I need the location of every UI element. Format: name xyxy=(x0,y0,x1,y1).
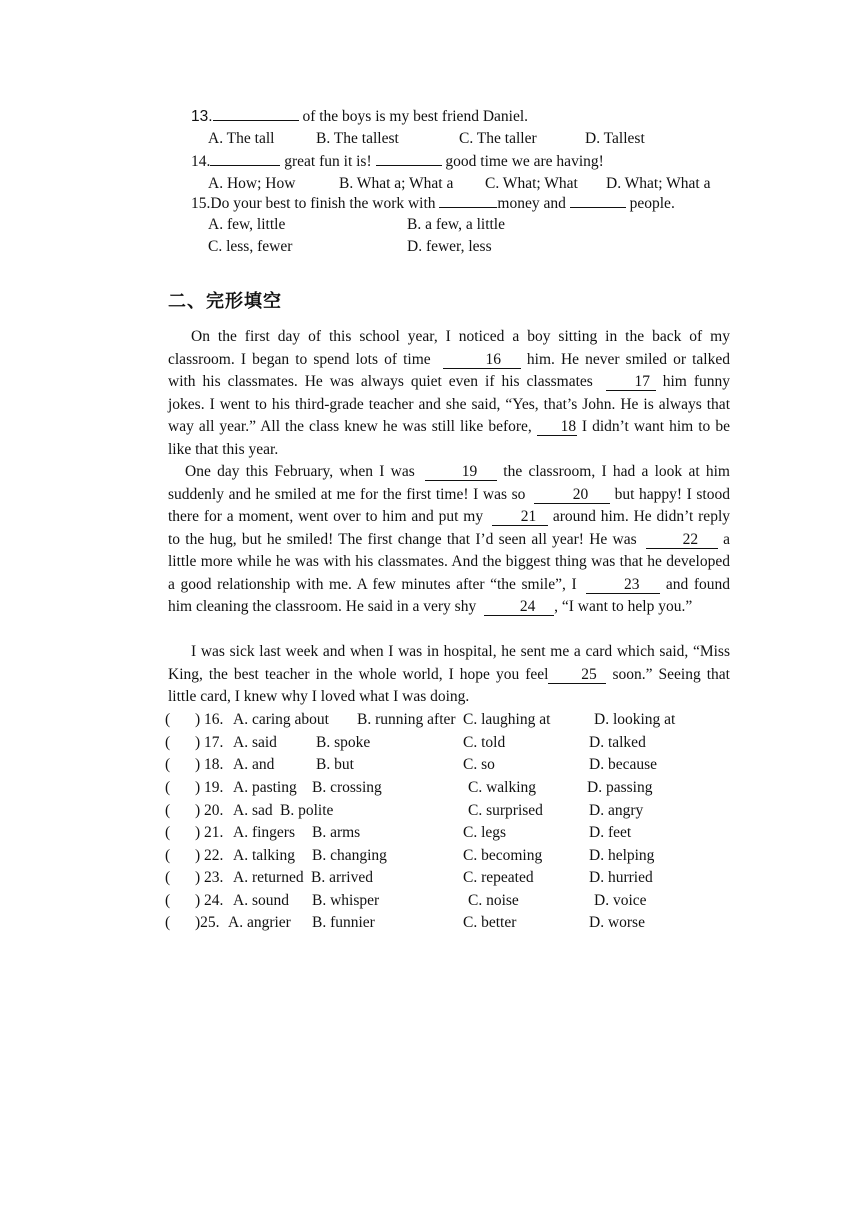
option-d: D. worse xyxy=(589,914,645,931)
option-d: D. voice xyxy=(594,892,647,909)
option-c: C. surprised xyxy=(468,802,543,819)
option-b: B. funnier xyxy=(312,914,375,931)
question-stem: good time we are having! xyxy=(441,153,604,170)
cloze-question-16 xyxy=(165,709,676,731)
blank-17: 17 xyxy=(606,373,656,391)
answer-blank xyxy=(210,165,280,166)
option-a: A. and xyxy=(233,756,275,773)
option-b: B. whisper xyxy=(312,892,380,909)
option-c: C. told xyxy=(463,734,506,751)
passage-text: I was sick last week and when I was in hospital, he sent me a card which said, “Miss King, the best teacher in the whole world, I hope you feel xyxy=(168,643,730,683)
blank-24: 24 xyxy=(484,598,554,616)
question-label: ) 22. xyxy=(195,847,224,864)
option-c: C. so xyxy=(463,756,495,773)
cloze-question-17 xyxy=(165,732,646,754)
question-stem: 15.Do your best to finish the work with xyxy=(191,195,440,212)
option-c: C. better xyxy=(463,914,517,931)
question-label: ) 18. xyxy=(195,756,224,773)
question-stem: money and xyxy=(497,195,570,212)
question-15 xyxy=(191,194,675,214)
cloze-question-25 xyxy=(165,912,645,934)
cloze-question-21 xyxy=(165,822,632,844)
cloze-question-19 xyxy=(165,777,653,799)
option-a: A. angrier xyxy=(228,914,291,931)
option-d: D. because xyxy=(589,756,657,773)
answer-paren[interactable]: ( xyxy=(165,734,171,751)
option-a: A. sad xyxy=(233,802,273,819)
answer-paren[interactable]: ( xyxy=(165,847,171,864)
option-a: A. fingers xyxy=(233,824,295,841)
question-stem: of the boys is my best friend Daniel. xyxy=(298,108,529,125)
blank-18: 18 xyxy=(537,418,577,436)
passage-text: On the first day of this school year, I noticed a boy sitting in the back of my classroom. I began to spend lots of time xyxy=(168,328,730,368)
question-label: ) 19. xyxy=(195,779,224,796)
answer-paren[interactable]: ( xyxy=(165,914,171,931)
answer-blank xyxy=(376,165,442,166)
question-label: ) 17. xyxy=(195,734,224,751)
option-b: B. What a; What a xyxy=(339,175,454,192)
option-d: D. What; What a xyxy=(606,175,711,192)
question-label: ) 23. xyxy=(195,869,224,886)
option-b: B. changing xyxy=(312,847,387,864)
option-b: B. arms xyxy=(312,824,361,841)
option-c: C. walking xyxy=(468,779,537,796)
answer-paren[interactable]: ( xyxy=(165,802,171,819)
passage-text: the classroom, I had a look at him suddenly and he smiled at me for the first time! I was so xyxy=(168,463,730,503)
cloze-question-20 xyxy=(165,800,644,822)
blank-20: 20 xyxy=(534,486,610,504)
option-d: D. helping xyxy=(589,847,655,864)
answer-blank xyxy=(213,120,299,121)
option-a: A. few, little xyxy=(208,216,286,233)
option-d: D. angry xyxy=(589,802,644,819)
section-heading: 二、完形填空 xyxy=(168,291,282,312)
answer-paren[interactable]: ( xyxy=(165,892,171,909)
question-label: ) 21. xyxy=(195,824,224,841)
question-stem: great fun it is! xyxy=(280,153,376,170)
option-c: C. What; What xyxy=(485,175,578,192)
answer-paren[interactable]: ( xyxy=(165,779,171,796)
question-label: ) 24. xyxy=(195,892,224,909)
option-b: B. crossing xyxy=(312,779,382,796)
option-d: D. Tallest xyxy=(585,130,645,147)
option-c: C. noise xyxy=(468,892,519,909)
option-a: A. The tall xyxy=(208,130,275,147)
option-c: C. The taller xyxy=(459,130,537,147)
passage-paragraph-2 xyxy=(168,461,730,619)
question-label: ) 16. xyxy=(195,711,224,728)
answer-paren[interactable]: ( xyxy=(165,824,171,841)
question-stem: people. xyxy=(625,195,675,212)
answer-blank xyxy=(570,207,626,208)
passage-text: but happy! I stood there for a moment, went over to him and put my xyxy=(168,485,730,525)
option-a: A. sound xyxy=(233,892,289,909)
passage-paragraph-1 xyxy=(168,326,730,461)
passage-text: around him. He didn’t reply to the hug, but he smiled! The first change that I’d seen all year! He was xyxy=(168,508,730,548)
option-d: D. fewer, less xyxy=(407,238,492,255)
passage-text: and found him cleaning the classroom. He said in a very shy xyxy=(168,575,730,615)
option-a: A. pasting xyxy=(233,779,297,796)
option-d: D. looking at xyxy=(594,711,676,728)
blank-25: 25 xyxy=(548,666,606,684)
passage-paragraph-3 xyxy=(168,641,730,709)
option-d: D. passing xyxy=(587,779,653,796)
option-b: B. arrived xyxy=(311,869,373,886)
cloze-question-18 xyxy=(165,754,657,776)
option-d: D. hurried xyxy=(589,869,653,886)
option-c: C. less, fewer xyxy=(208,238,293,255)
option-c: C. laughing at xyxy=(463,711,551,728)
option-d: D. feet xyxy=(589,824,632,841)
passage-text: soon.” Seeing that little card, I knew why I loved what I was doing. xyxy=(168,665,730,705)
passage-text: a little more while he was with his classmates. And the biggest thing was that he developed a good relationship with me. A few minutes after “the smile”, I xyxy=(168,530,730,593)
question-number: 13. xyxy=(191,108,213,125)
option-b: B. but xyxy=(316,756,354,773)
option-b: B. The tallest xyxy=(316,130,399,147)
blank-22: 22 xyxy=(646,531,718,549)
question-label: ) 20. xyxy=(195,802,224,819)
cloze-question-23 xyxy=(165,867,653,889)
question-number: 14. xyxy=(191,153,211,170)
option-d: D. talked xyxy=(589,734,646,751)
question-13 xyxy=(191,107,528,127)
blank-16: 16 xyxy=(443,351,521,369)
option-a: A. said xyxy=(233,734,277,751)
passage-text: One day this February, when I was xyxy=(185,463,422,480)
option-c: C. repeated xyxy=(463,869,534,886)
passage-text: him. He never smiled or talked with his classmates. He was always quiet even if his classmates xyxy=(168,350,730,390)
option-b: B. polite xyxy=(280,802,334,819)
option-b: B. a few, a little xyxy=(407,216,505,233)
answer-paren[interactable]: ( xyxy=(165,711,171,728)
passage-text: I didn’t want him to be like that this year. xyxy=(168,418,730,458)
option-b: B. running after xyxy=(357,711,456,728)
option-c: C. becoming xyxy=(463,847,543,864)
cloze-question-22 xyxy=(165,845,655,867)
passage-text: , “I want to help you.” xyxy=(554,598,693,615)
option-c: C. legs xyxy=(463,824,507,841)
option-a: A. caring about xyxy=(233,711,329,728)
option-b: B. spoke xyxy=(316,734,371,751)
question-14 xyxy=(191,152,604,172)
option-a: A. returned xyxy=(233,869,304,886)
question-label: )25. xyxy=(195,914,220,931)
answer-paren[interactable]: ( xyxy=(165,869,171,886)
option-a: A. How; How xyxy=(208,175,296,192)
blank-19: 19 xyxy=(425,463,497,481)
blank-21: 21 xyxy=(492,508,548,526)
answer-blank xyxy=(439,207,497,208)
answer-paren[interactable]: ( xyxy=(165,756,171,773)
passage-text: him funny jokes. I went to his third-grade teacher and she said, “Yes, that’s John. He is always that way all year.” All the class knew he was still like before, xyxy=(168,373,730,435)
option-a: A. talking xyxy=(233,847,295,864)
blank-23: 23 xyxy=(586,576,660,594)
cloze-question-24 xyxy=(165,890,647,912)
